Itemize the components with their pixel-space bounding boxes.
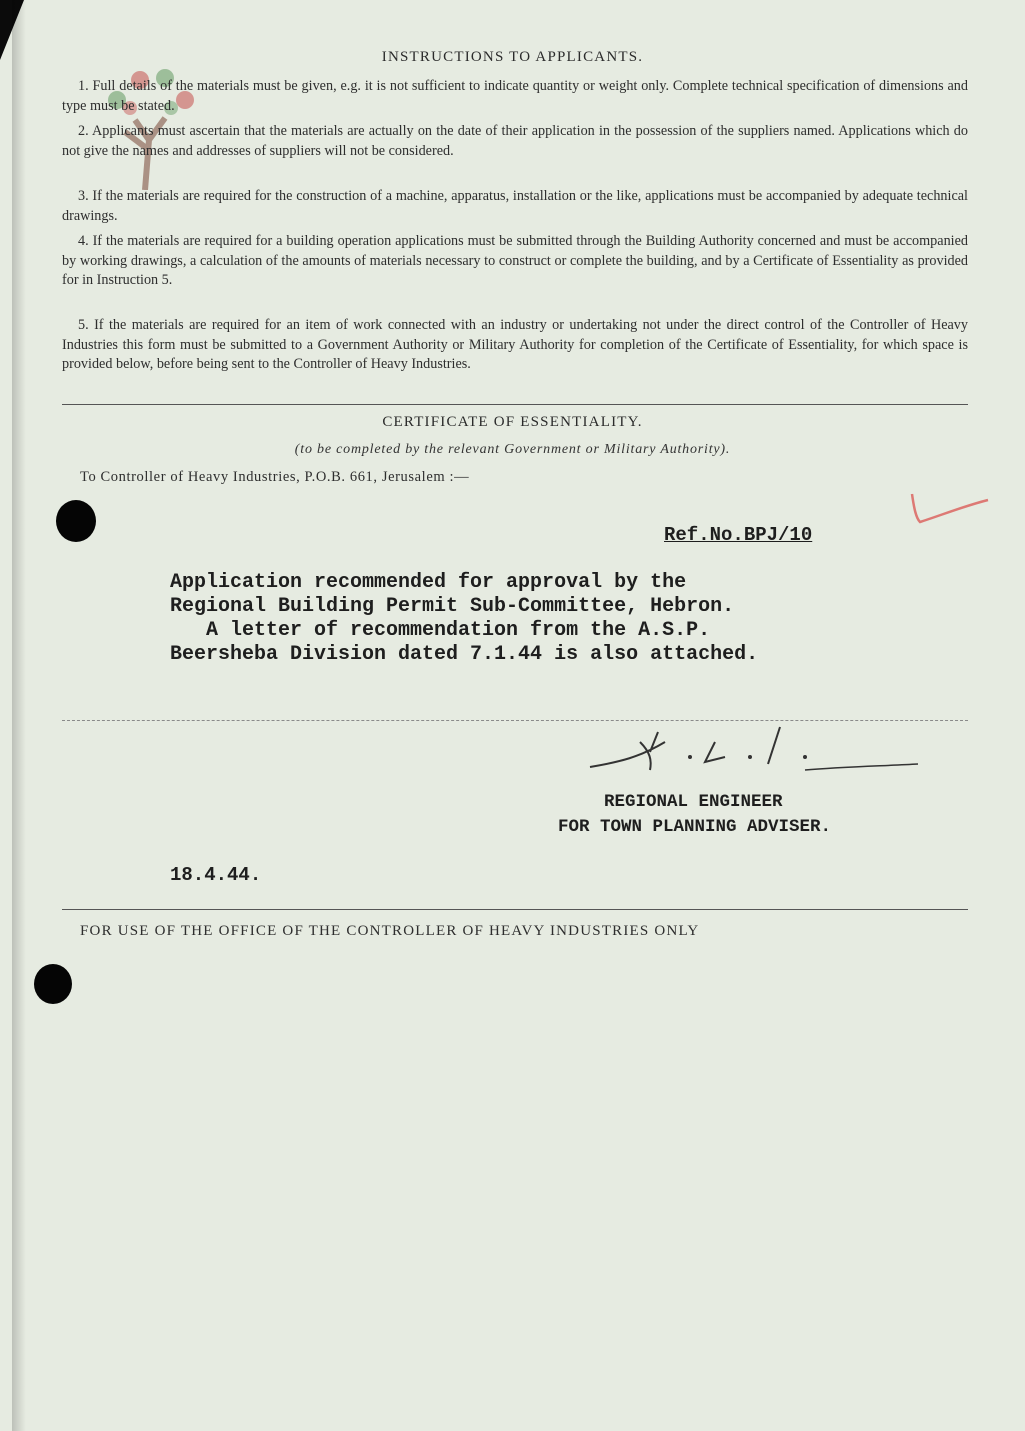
- instruction-item: 3. If the materials are required for the construction of a machine, apparatus, installation or the like, applications must be accompanied by adequate technical drawings.: [62, 188, 968, 224]
- certificate-heading: CERTIFICATE OF ESSENTIALITY.: [382, 414, 643, 430]
- instruction-item: 1. Full details of the materials must be given, e.g. it is not sufficient to indicate quantity or weight only. Complete technical specification of dimensions and type must be stated.: [62, 78, 968, 114]
- punch-hole: [56, 500, 96, 542]
- section-divider: [62, 404, 968, 405]
- certificate-date: 18.4.44.: [170, 864, 262, 886]
- signatory-subtitle: FOR TOWN PLANNING ADVISER.: [558, 817, 832, 837]
- instructions-heading: INSTRUCTIONS TO APPLICANTS.: [381, 49, 644, 65]
- signatory-title: REGIONAL ENGINEER: [604, 792, 783, 812]
- page-edge-shadow: [12, 0, 26, 1431]
- addressee-line: To Controller of Heavy Industries, P.O.B. 661, Jerusalem :—: [80, 469, 470, 485]
- instruction-item: 5. If the materials are required for an item of work connected with an industry or undertaking not under the direct control of the Controller of Heavy Industries this form must be submitted to a Government Authority or Military Authority for completion of the Certificate of Essentiality, for which space is provided below, before being sent to the Controller of Heavy Industries.: [62, 317, 968, 372]
- punch-hole: [34, 964, 72, 1004]
- instruction-item: 4. If the materials are required for a building operation applications must be submitted through the Building Authority concerned and must be accompanied by working drawings, a calculation of the amounts of materials necessary to construct or complete the building, and by a Certificate of Essentiality as provided for in Instruction 5.: [62, 233, 968, 288]
- reference-number: Ref.No.BPJ/10: [664, 524, 813, 546]
- red-pencil-tick: [904, 490, 994, 530]
- office-divider: [62, 909, 968, 910]
- certificate-subheading: (to be completed by the relevant Government or Military Authority).: [294, 442, 731, 457]
- instruction-item: 2. Applicants must ascertain that the materials are actually on the date of their application in the possession of the suppliers named. Applications which do not give the names and addresses of suppliers will not be considered.: [62, 123, 968, 159]
- office-use-label: FOR USE OF THE OFFICE OF THE CONTROLLER OF HEAVY INDUSTRIES ONLY: [80, 923, 700, 939]
- recommendation-text: Application recommended for approval by the Regional Building Permit Sub-Committee, Hebron. A letter of recommendation from the A.S.P. Beersheba Division dated 7.1.44 is also attached.: [170, 571, 759, 666]
- signature-mark: [580, 712, 920, 782]
